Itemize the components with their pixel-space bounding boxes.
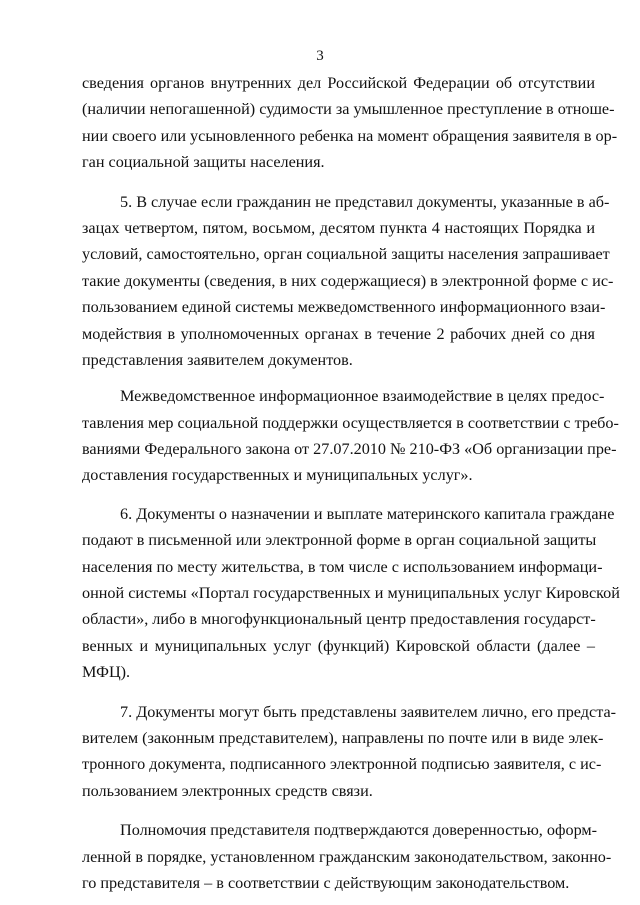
text-line: представления заявителем документов. xyxy=(82,350,353,369)
text-line: сведения органов внутренних дел Российской Федерации об отсутствии xyxy=(82,74,595,92)
paragraph-item-6 xyxy=(82,501,620,686)
text-line: области», либо в многофункциональный центр предоставления государст- xyxy=(82,610,596,629)
text-line: Межведомственное информационное взаимодействие в целях предос- xyxy=(120,387,605,406)
text-line: тронного документа, подписанного электронной подписью заявителя, с ис- xyxy=(82,755,602,774)
text-line: ваниями Федерального закона от 27.07.2010 № 210-ФЗ «Об организации пре- xyxy=(82,440,617,459)
text-line: МФЦ). xyxy=(82,663,131,682)
text-line: ленной в порядке, установленном гражданским законодательством, законно- xyxy=(82,847,612,866)
text-line: 5. В случае если гражданин не представил документы, указанные в аб- xyxy=(120,192,610,211)
paragraph-interaction xyxy=(82,383,619,489)
text-line: венных и муниципальных услуг (функций) Кировской области (далее – xyxy=(82,636,595,655)
text-line: 7. Документы могут быть представлены заявителем лично, его предста- xyxy=(120,702,617,721)
page-number: 3 xyxy=(316,48,324,64)
text-line: 6. Документы о назначении и выплате материнского капитала граждане xyxy=(120,504,615,523)
text-line: подают в письменной или электронной форме в орган социальной защиты xyxy=(82,531,597,550)
paragraph-powers xyxy=(82,817,612,896)
text-line: условий, самостоятельно, орган социальной защиты населения запрашивает xyxy=(82,245,610,264)
text-line: зацах четвертом, пятом, восьмом, десятом пункта 4 настоящих Порядка и xyxy=(82,218,595,237)
text-line: пользованием электронных средств связи. xyxy=(82,781,373,800)
paragraph-item-7 xyxy=(82,699,617,805)
text-line: Полномочия представителя подтверждаются доверенностью, оформ- xyxy=(120,821,598,840)
text-line: населения по месту жительства, в том числе с использованием информаци- xyxy=(82,557,603,576)
text-line: нии своего или усыновленного ребенка на момент обращения заявителя в ор- xyxy=(82,126,618,145)
text-line: вителем (законным представителем), направлены по почте или в виде элек- xyxy=(82,728,604,747)
text-line: доставления государственных и муниципальных услуг». xyxy=(82,466,473,485)
text-line: такие документы (сведения, в них содержащиеся) в электронной форме с ис- xyxy=(82,271,614,290)
text-line: ган социальной защиты населения. xyxy=(82,153,325,172)
text-line: тавления мер социальной поддержки осуществляется в соответствии с требо- xyxy=(82,413,619,432)
paragraph-continuation xyxy=(82,70,618,176)
text-line: пользованием единой системы межведомственного информационного взаи- xyxy=(82,298,606,317)
text-line: модействия в уполномоченных органах в течение 2 рабочих дней со дня xyxy=(82,324,595,343)
document-body xyxy=(82,70,620,896)
text-line: (наличии непогашенной) судимости за умышленное преступление в отноше- xyxy=(82,100,615,119)
paragraph-item-5 xyxy=(82,189,614,374)
text-line: онной системы «Портал государственных и муниципальных услуг Кировской xyxy=(82,584,620,603)
text-line: го представителя – в соответствии с действующим законодательством. xyxy=(82,873,570,892)
